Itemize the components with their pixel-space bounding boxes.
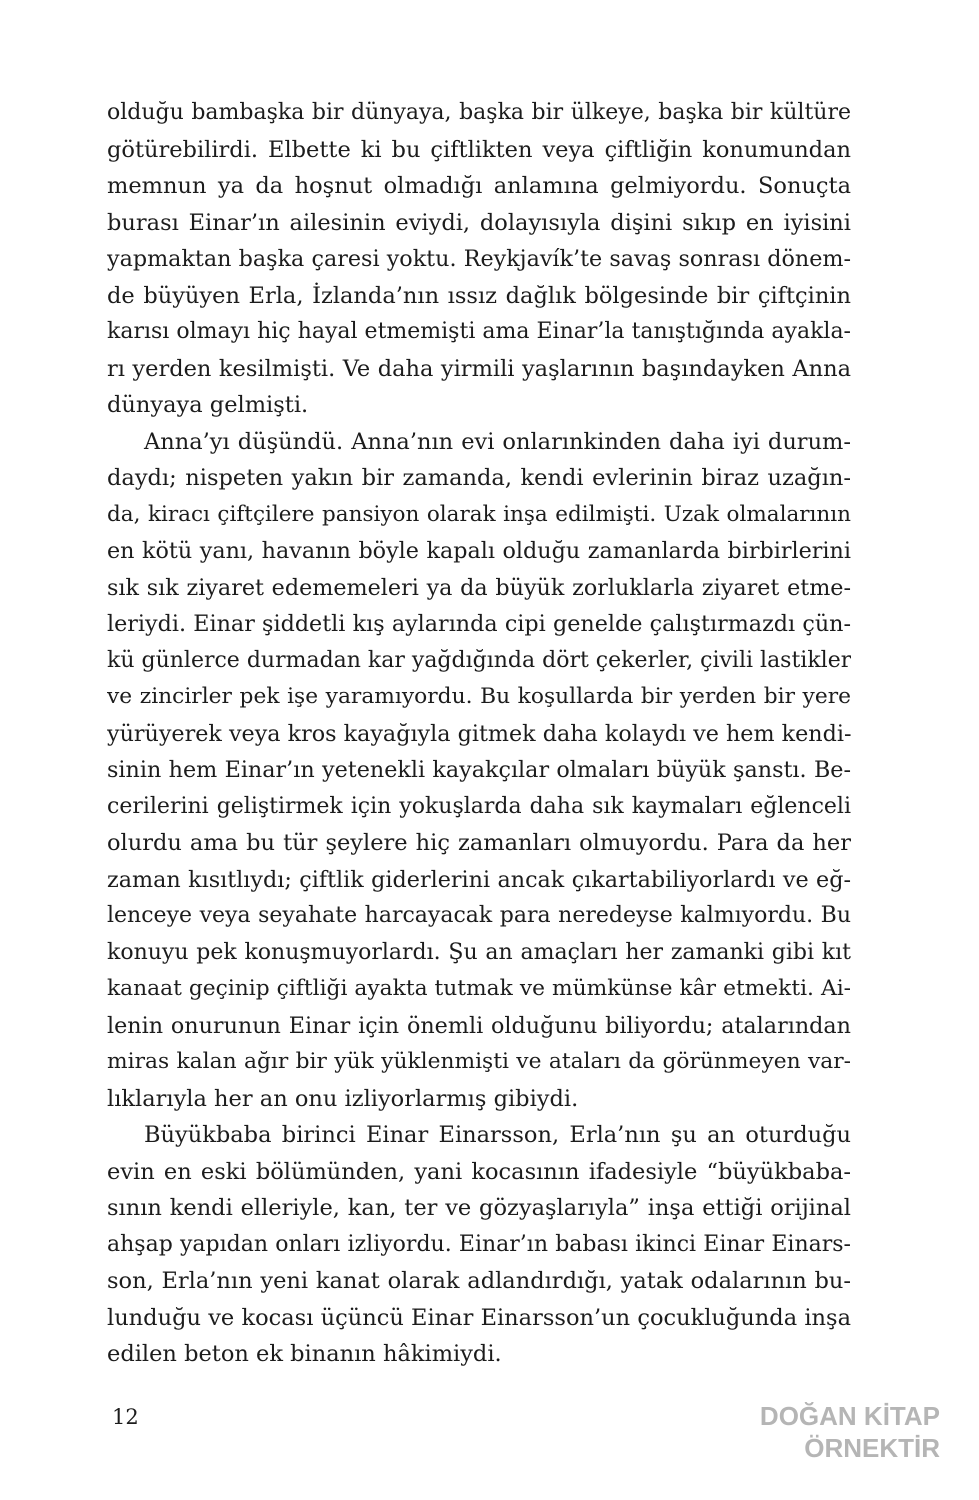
- text-line: götürebilirdi. Elbette ki bu çiftlikten veya çiftliğin konumundan: [107, 136, 851, 163]
- text-line: daydı; nispeten yakın bir zamanda, kendi evlerinin biraz uzağın-: [107, 465, 851, 491]
- text-line: konuyu pek konuşmuyorlardı. Şu an amaçları her zamanki gibi kıt: [107, 939, 851, 965]
- body-text: [107, 95, 851, 1373]
- paragraph: [107, 95, 851, 424]
- text-line: ahşap yapıdan onları izliyordu. Einar’ın babası ikinci Einar Einars-: [107, 1231, 851, 1257]
- text-line: dünyaya gelmişti.: [107, 392, 309, 418]
- text-line: zaman kısıtlıydı; çiftlik giderlerini ancak çıkartabiliyorlardı ve eğ-: [107, 866, 851, 893]
- text-line: memnun ya da hoşnut olmadığı anlamına gelmiyordu. Sonuçta: [107, 173, 851, 199]
- paragraph: [107, 424, 851, 1118]
- text-line: burası Einar’ın ailesinin eviydi, dolayısıyla dişini sıkıp en iyisini: [107, 209, 851, 236]
- text-line: da, kiracı çiftçilere pansiyon olarak inşa edilmişti. Uzak olmalarının: [107, 501, 851, 527]
- text-line: kü günlerce durmadan kar yağdığında dört çekerler, çivili lastikler: [107, 647, 851, 673]
- text-line: olduğu bambaşka bir dünyaya, başka bir ülkeye, başka bir kültüre: [107, 100, 851, 125]
- text-line: ve zincirler pek işe yaramıyordu. Bu koşullarda bir yerden bir yere: [107, 684, 851, 709]
- text-line: cerilerini geliştirmek için yokuşlarda daha sık kaymaları eğlenceli: [107, 793, 851, 819]
- text-line: de büyüyen Erla, İzlanda’nın ıssız dağlık bölgesinde bir çiftçinin: [107, 282, 851, 309]
- text-line: yürüyerek veya kros kayağıyla gitmek daha kolaydı ve hem kendi-: [107, 720, 851, 747]
- watermark: [560, 1400, 940, 1464]
- text-line: lıklarıyla her an onu izliyorlarmış gibiydi.: [107, 1085, 579, 1112]
- text-line: kanaat geçinip çiftliği ayakta tutmak ve mümkünse kâr etmekti. Ai-: [107, 976, 851, 1001]
- text-line: sık sık ziyaret edememeleri ya da büyük zorluklarla ziyaret etme-: [107, 574, 851, 601]
- text-line: miras kalan ağır bir yük yüklenmişti ve ataları da görünmeyen var-: [107, 1049, 851, 1074]
- text-line: rı yerden kesilmişti. Ve daha yirmili yaşlarının başındayken Anna: [107, 355, 851, 382]
- text-line: lunduğu ve kocası üçüncü Einar Einarsson’un çocukluğunda inşa: [107, 1304, 851, 1331]
- text-line: karısı olmayı hiç hayal etmemişti ama Einar’la tanıştığında ayakla-: [107, 319, 851, 344]
- text-line: edilen beton ek binanın hâkimiydi.: [107, 1341, 502, 1367]
- text-line: evin en eski bölümünden, yani kocasının ifadesiyle “büyükbaba-: [107, 1158, 851, 1185]
- text-line: Büyükbaba birinci Einar Einarsson, Erla’nın şu an oturduğu: [144, 1122, 851, 1148]
- paragraph: [107, 1117, 851, 1373]
- text-line: sının kendi elleriyle, kan, ter ve gözyaşlarıyla” inşa ettiği orijinal: [107, 1195, 851, 1221]
- text-line: en kötü yanı, havanın böyle kapalı olduğu zamanlarda birbirlerini: [107, 538, 851, 564]
- text-line: olurdu ama bu tür şeylere hiç zamanları olmuyordu. Para da her: [107, 830, 851, 856]
- text-line: Anna’yı düşündü. Anna’nın evi onlarınkinden daha iyi durum-: [144, 428, 851, 455]
- text-line: son, Erla’nın yeni kanat olarak adlandırdığı, yatak odalarının bu-: [107, 1268, 851, 1294]
- text-line: lenin onurunun Einar için önemli olduğunu biliyordu; atalarından: [107, 1012, 851, 1039]
- watermark-line-2: ÖRNEKTİR: [804, 1433, 940, 1463]
- watermark-line-1: DOĞAN KİTAP: [759, 1401, 940, 1431]
- text-line: yapmaktan başka çaresi yoktu. Reykjavík’te savaş sonrası dönem-: [107, 246, 851, 272]
- page-number: 12: [112, 1405, 139, 1429]
- text-line: sinin hem Einar’ın yetenekli kayakçılar olmaları büyük şanstı. Be-: [107, 757, 851, 783]
- text-line: leriydi. Einar şiddetli kış aylarında cipi genelde çalıştırmazdı çün-: [107, 611, 851, 637]
- text-line: lenceye veya seyahate harcayacak para neredeyse kalmıyordu. Bu: [107, 903, 851, 928]
